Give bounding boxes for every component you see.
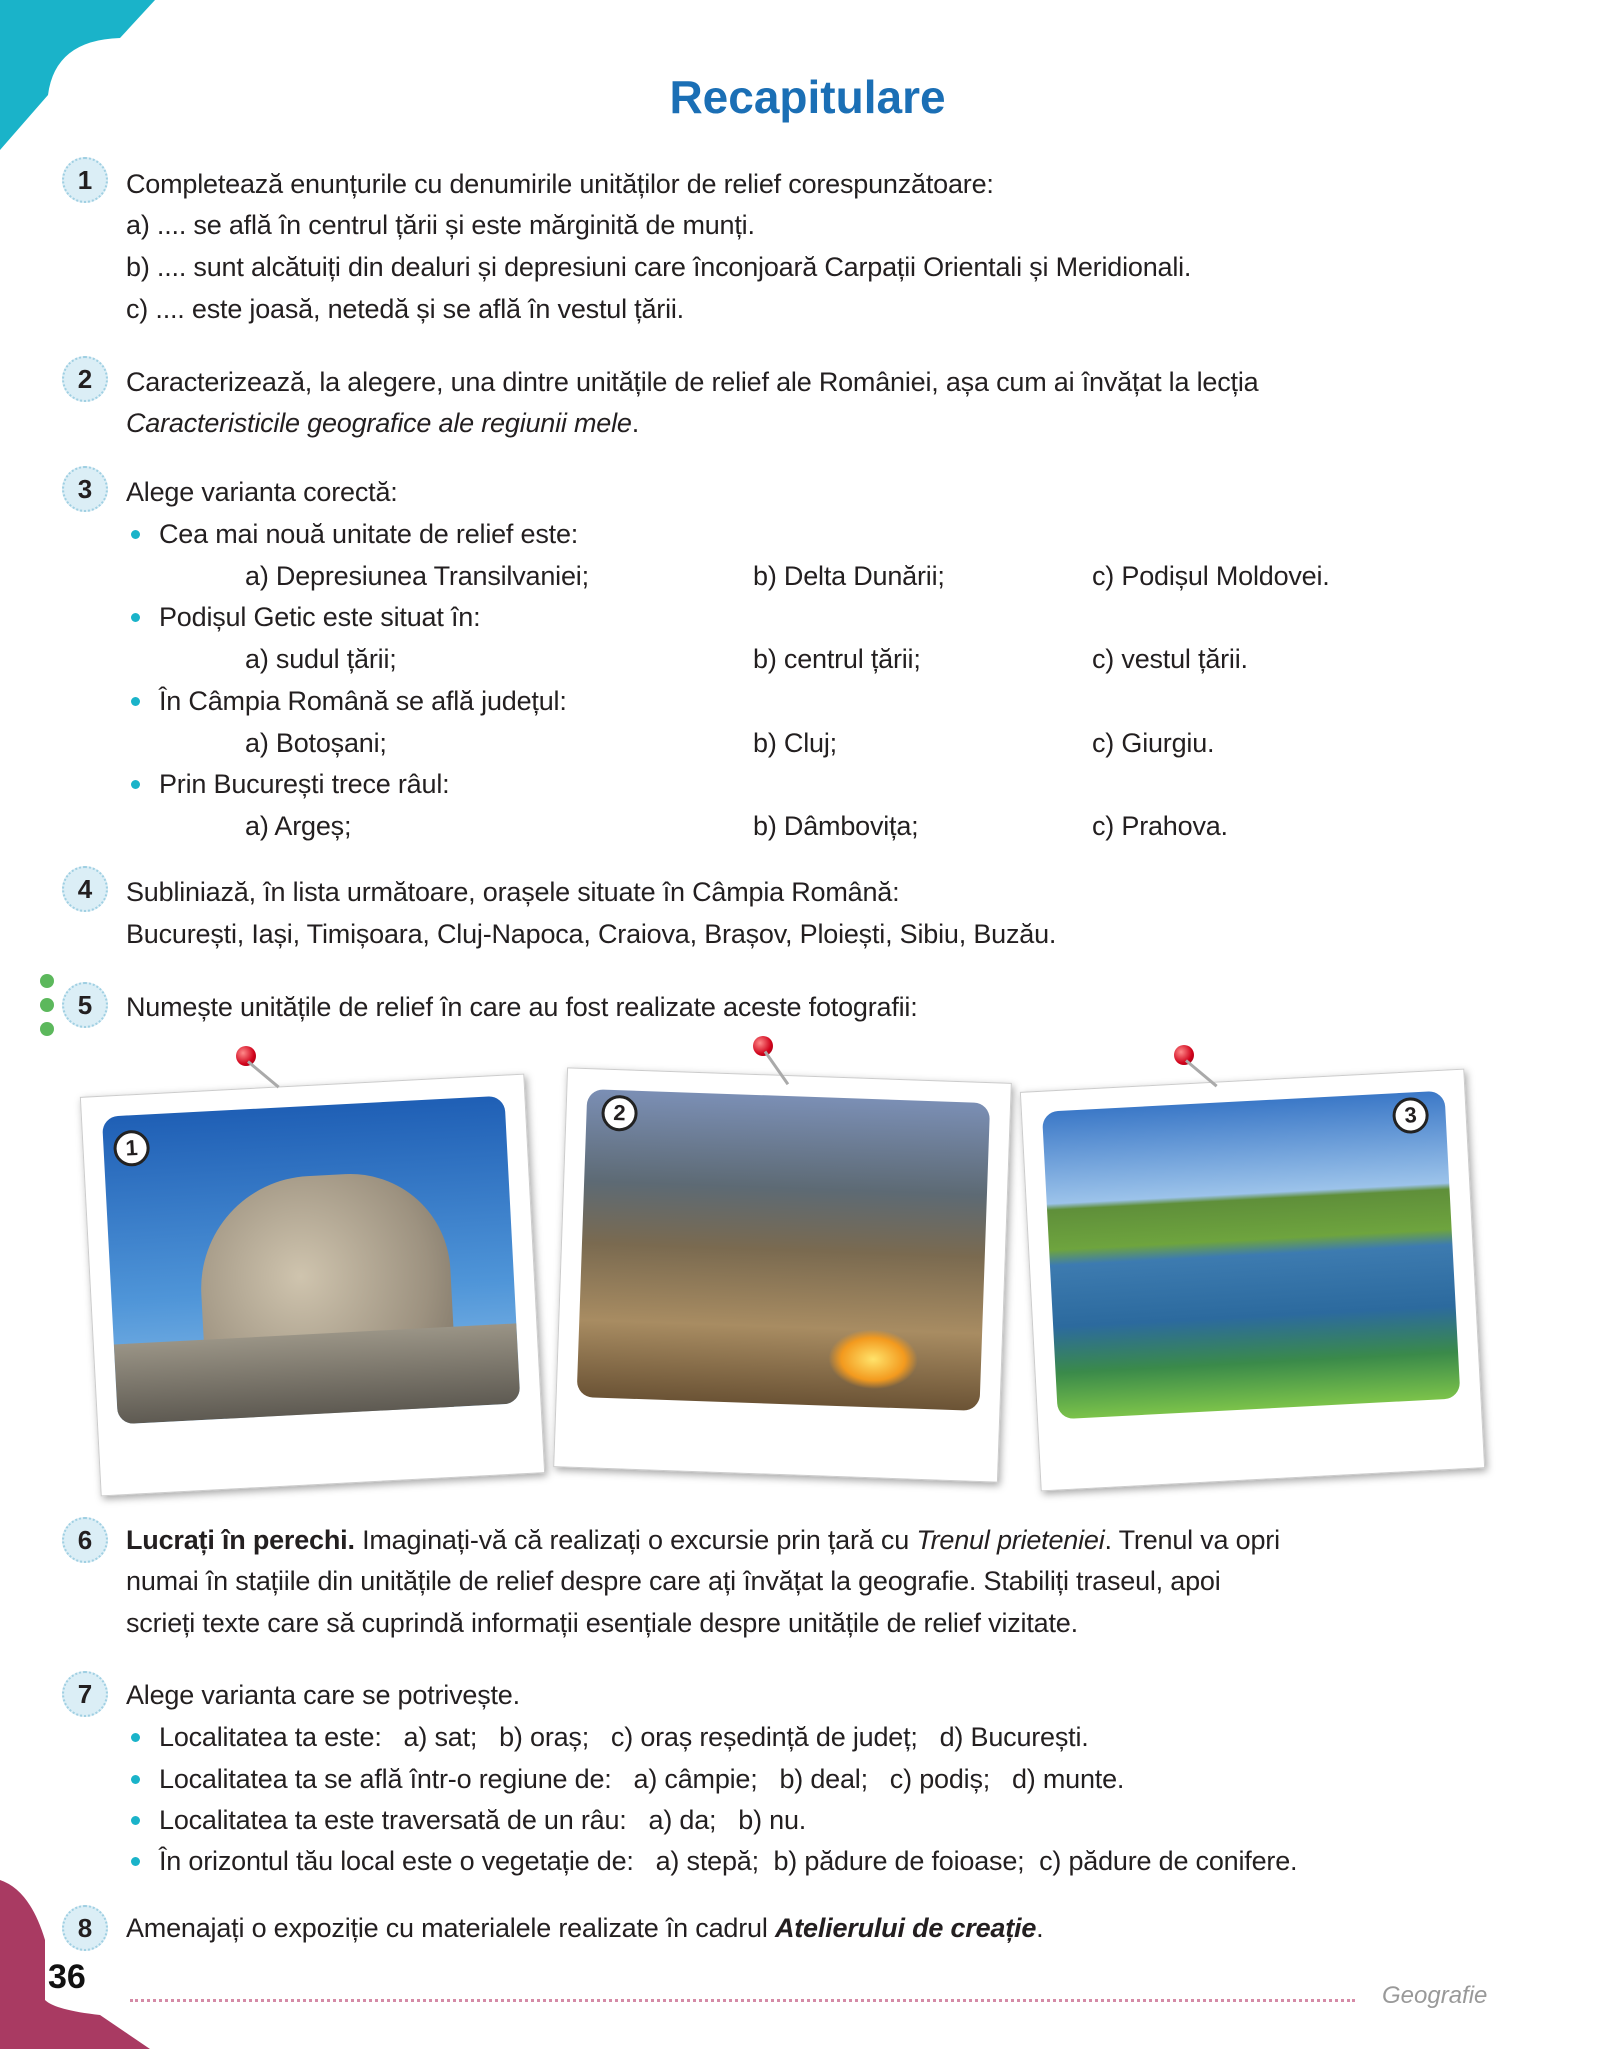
- q3-option-c[interactable]: c) Podișul Moldovei.: [1092, 561, 1330, 591]
- page-number: 36: [48, 1958, 86, 1996]
- q3-option-a[interactable]: a) Argeș;: [245, 811, 352, 841]
- bullet-icon: [131, 613, 140, 622]
- difficulty-dot: [40, 1022, 54, 1036]
- q1-c: c) .... este joasă, netedă și se află în vestul țării.: [126, 294, 684, 324]
- bullet-icon: [131, 530, 140, 539]
- q6-line-2: numai în stațiile din unitățile de relief despre care ați învățat la geografie. Stabiliți traseul, apoi: [126, 1566, 1221, 1596]
- q3-option-b[interactable]: b) Cluj;: [753, 728, 837, 758]
- photo-frame-2: [553, 1067, 1012, 1482]
- pin-icon: [753, 1036, 773, 1056]
- q7-item: Localitatea ta se află într-o regiune de: a) câmpie; b) deal; c) podiș; d) munte.: [159, 1764, 1125, 1794]
- photo-number-3: 3: [1392, 1097, 1430, 1135]
- q2-lesson: [126, 406, 639, 440]
- q1-b: b) .... sunt alcătuiți din dealuri și depresiuni care înconjoară Carpații Orientali și Meridionali.: [126, 252, 1192, 282]
- q3-option-a[interactable]: a) sudul țării;: [245, 644, 397, 674]
- exercise-badge-5: 5: [62, 982, 108, 1028]
- exercise-badge-2: 2: [62, 356, 108, 402]
- footer-divider: [130, 1999, 1355, 2002]
- bullet-icon: [131, 1816, 140, 1825]
- photo-number-1: 1: [113, 1129, 151, 1167]
- q3-option-c[interactable]: c) Prahova.: [1092, 811, 1228, 841]
- q6-train-name: Trenul prieteniei: [916, 1525, 1105, 1555]
- photo-delta-lake: [1042, 1091, 1461, 1420]
- q7-item: Localitatea ta este traversată de un râu: a) da; b) nu.: [159, 1805, 807, 1835]
- q7-item: Localitatea ta este: a) sat; b) oraș; c) oraș reședință de județ; d) București.: [159, 1722, 1089, 1752]
- photo-burning-hill: [577, 1089, 991, 1411]
- q2-text: Caracterizează, la alegere, una dintre unitățile de relief ale României, așa cum ai învățat la lecția: [126, 367, 1259, 397]
- bullet-icon: [131, 1775, 140, 1784]
- q6-line-1: [126, 1523, 1280, 1557]
- bullet-icon: [131, 1857, 140, 1866]
- q8-workshop: Atelierului de creație: [774, 1913, 1037, 1943]
- q4-text: Subliniază, în lista următoare, orașele situate în Câmpia Română:: [126, 877, 900, 907]
- q3-text: Alege varianta corectă:: [126, 477, 398, 507]
- q6-bold: Lucrați în perechi.: [126, 1525, 355, 1555]
- bullet-icon: [131, 780, 140, 789]
- q3-option-c[interactable]: c) vestul țării.: [1092, 644, 1248, 674]
- q3-option-b[interactable]: b) Dâmbovița;: [753, 811, 919, 841]
- bullet-icon: [131, 697, 140, 706]
- q3-question: Prin București trece râul:: [159, 769, 450, 799]
- footer-subject: Geografie: [1382, 1982, 1488, 2009]
- photo-frame-1: [80, 1074, 545, 1497]
- q3-option-b[interactable]: b) centrul țării;: [753, 644, 921, 674]
- q5-text: Numește unitățile de relief în care au fost realizate aceste fotografii:: [126, 992, 918, 1022]
- difficulty-dot: [40, 974, 54, 988]
- photo-sphinx-rock: [102, 1096, 521, 1425]
- q7-item: În orizontul tău local este o vegetație de: a) stepă; b) pădure de foioase; c) pădure de conifere.: [159, 1846, 1298, 1876]
- photo-frame-3: [1020, 1069, 1485, 1492]
- q8-main: Amenajați o expoziție cu materialele realizate în cadrul: [126, 1913, 775, 1943]
- q1-text: Completează enunțurile cu denumirile unităților de relief corespunzătoare:: [126, 169, 994, 199]
- difficulty-dot: [40, 998, 54, 1012]
- q3-option-c[interactable]: c) Giurgiu.: [1092, 728, 1215, 758]
- q6-l1a: Imaginați-vă că realizați o excursie prin țară cu: [354, 1525, 917, 1555]
- q2-end: .: [631, 408, 640, 438]
- q6-line-3: scrieți texte care să cuprindă informații esențiale despre unitățile de relief vizitate.: [126, 1608, 1078, 1638]
- q1-a: a) .... se află în centrul țării și este mărginită de munți.: [126, 210, 755, 240]
- q6-l1b: . Trenul va opri: [1104, 1525, 1280, 1555]
- exercise-badge-8: 8: [62, 1905, 108, 1951]
- q3-question: În Câmpia Română se află județul:: [159, 686, 567, 716]
- q3-option-a[interactable]: a) Depresiunea Transilvaniei;: [245, 561, 589, 591]
- exercise-badge-7: 7: [62, 1671, 108, 1717]
- q3-option-b[interactable]: b) Delta Dunării;: [753, 561, 945, 591]
- q3-question: Podișul Getic este situat în:: [159, 602, 481, 632]
- q8-text: [126, 1911, 1043, 1945]
- exercise-badge-1: 1: [62, 157, 108, 203]
- exercise-badge-3: 3: [62, 466, 108, 512]
- q2-lesson-title: Caracteristicile geografice ale regiunii mele: [126, 408, 632, 438]
- q7-text: Alege varianta care se potrivește.: [126, 1680, 520, 1710]
- q3-option-a[interactable]: a) Botoșani;: [245, 728, 387, 758]
- photo-number-2: 2: [601, 1095, 638, 1132]
- q3-question: Cea mai nouă unitate de relief este:: [159, 519, 579, 549]
- q4-list: București, Iași, Timișoara, Cluj-Napoca, Craiova, Brașov, Ploiești, Sibiu, Buzău.: [126, 919, 1057, 949]
- bullet-icon: [131, 1733, 140, 1742]
- page-title: Recapitulare: [669, 71, 946, 123]
- exercise-badge-4: 4: [62, 866, 108, 912]
- q8-end: .: [1036, 1913, 1044, 1943]
- exercise-badge-6: 6: [62, 1517, 108, 1563]
